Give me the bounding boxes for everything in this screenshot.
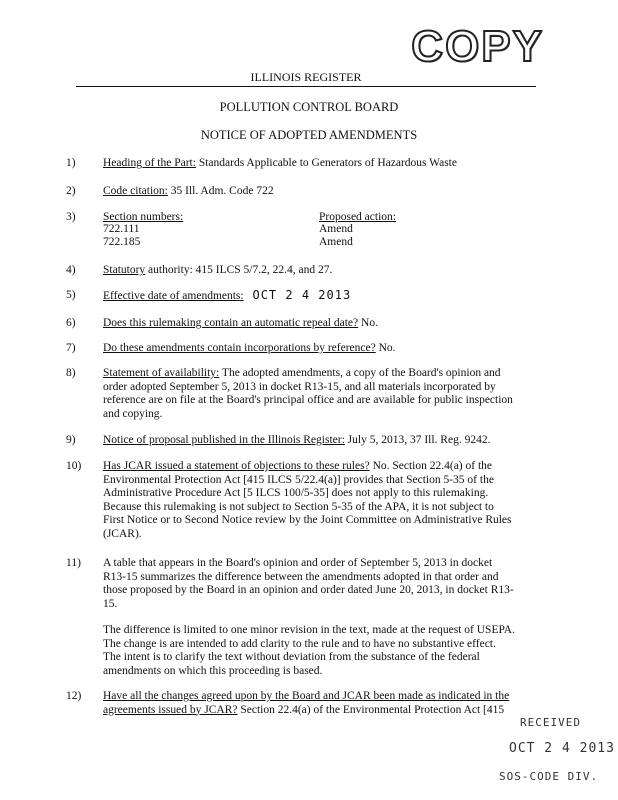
item-line: reference are on file at the Board's principal office and are available for public inspection: [103, 394, 513, 406]
item-line: Because this rulemaking is not subject to Section 5-35 of the APA, it is not subject to: [103, 500, 494, 513]
item-body: [103, 460, 543, 541]
item-line: The change is are intended to add clarity to the rule and to have no substantive effect.: [103, 637, 496, 650]
register-header: [76, 70, 536, 87]
item-text: Standards Applicable to Generators of Hazardous Waste: [195, 157, 457, 169]
item-number: 4): [66, 264, 76, 276]
item-label: Statutory: [103, 264, 146, 276]
item-body: [103, 557, 543, 678]
section-action: Amend: [319, 236, 353, 248]
item-body: [103, 690, 543, 717]
received-stamp-division: SOS-CODE DIV.: [499, 770, 599, 783]
item-label: Has JCAR issued a statement of objections to these rules?: [103, 460, 370, 472]
item-text: No.: [375, 342, 396, 354]
item-line: First Notice or to Second Notice review by the Joint Committee on Administrative Rules: [103, 514, 512, 526]
section-numbers-header: Section numbers:: [103, 211, 184, 223]
item-line: Administrative Procedure Act [5 ILCS 100/5-35] does not apply to this rulemaking.: [103, 487, 489, 499]
item-text: authority: 415 ILCS 5/7.2, 22.4, and 27.: [145, 264, 333, 276]
item-line: No. Section 22.4(a) of the: [369, 460, 493, 472]
item-number: 11): [66, 557, 81, 569]
item-label: agreements issued by JCAR?: [103, 703, 238, 716]
item-text: No.: [358, 317, 378, 329]
item-line: 15.: [103, 597, 118, 610]
item-line: (JCAR).: [103, 527, 142, 540]
proposed-action-header: Proposed action:: [319, 211, 396, 223]
item-label: Does this rulemaking contain an automatic repeal date?: [103, 317, 359, 329]
item-label: Statement of availability:: [103, 367, 220, 379]
item-line: amendments on which this proceeding is based.: [103, 664, 323, 677]
item-label: Notice of proposal published in the Illinois Register:: [103, 434, 345, 446]
register-title: ILLINOIS REGISTER: [250, 70, 362, 84]
item-number: 5): [66, 289, 76, 301]
item-number: 2): [66, 185, 76, 197]
item-text: July 5, 2013, 37 Ill. Reg. 9242.: [344, 434, 491, 446]
section-action: Amend: [319, 223, 353, 235]
item-number: 6): [66, 317, 76, 329]
item-line: order adopted September 5, 2013 in docket R13-15, and all materials incorporated by: [103, 380, 496, 393]
item-label: Code citation:: [103, 185, 168, 197]
item-line: Section 22.4(a) of the Environmental Protection Act [415: [237, 703, 505, 716]
item-number: 1): [66, 157, 76, 169]
item-number: 3): [66, 211, 76, 223]
received-stamp-label: RECEIVED: [520, 716, 581, 729]
received-stamp-date: OCT 2 4 2013: [509, 741, 615, 756]
item-label: Have all the changes agreed upon by the Board and JCAR been made as indicated in the: [103, 690, 510, 702]
section-number: 722.111: [103, 223, 140, 235]
item-label: Do these amendments contain incorporations by reference?: [103, 342, 376, 354]
item-label: Effective date of amendments:: [103, 290, 244, 302]
effective-date-stamp: OCT 2 4 2013: [252, 288, 352, 302]
item-line: The difference is limited to one minor revision in the text, made at the request of USEPA.: [103, 624, 515, 636]
copy-stamp: COPY: [411, 22, 544, 71]
item-number: 10): [66, 460, 82, 472]
item-line: A table that appears in the Board's opinion and order of September 5, 2013 in docket: [103, 557, 493, 569]
item-body: [103, 367, 543, 421]
item-line: and copying.: [103, 407, 163, 420]
item-text: 35 Ill. Adm. Code 722: [167, 185, 274, 197]
item-label: Heading of the Part:: [103, 157, 196, 169]
item-line: The adopted amendments, a copy of the Board's opinion and: [219, 367, 501, 379]
item-number: 7): [66, 342, 76, 354]
notice-title: NOTICE OF ADOPTED AMENDMENTS: [200, 128, 418, 142]
item-number: 9): [66, 434, 76, 446]
item-number: 12): [66, 690, 82, 702]
agency-title: POLLUTION CONTROL BOARD: [219, 100, 399, 114]
section-number: 722.185: [103, 236, 141, 248]
item-number: 8): [66, 367, 76, 379]
item-line: The intent is to clarify the text without deviation from the substance of the federal: [103, 651, 480, 663]
item-line: R13-15 summarizes the difference between the amendments adopted in that order and: [103, 570, 499, 583]
item-line: Environmental Protection Act [415 ILCS 5/22.4(a)] provides that Section 5-35 of the: [103, 473, 494, 486]
item-line: those proposed by the Board in an opinion and order dated June 20, 2013, in docket R13-: [103, 584, 514, 596]
